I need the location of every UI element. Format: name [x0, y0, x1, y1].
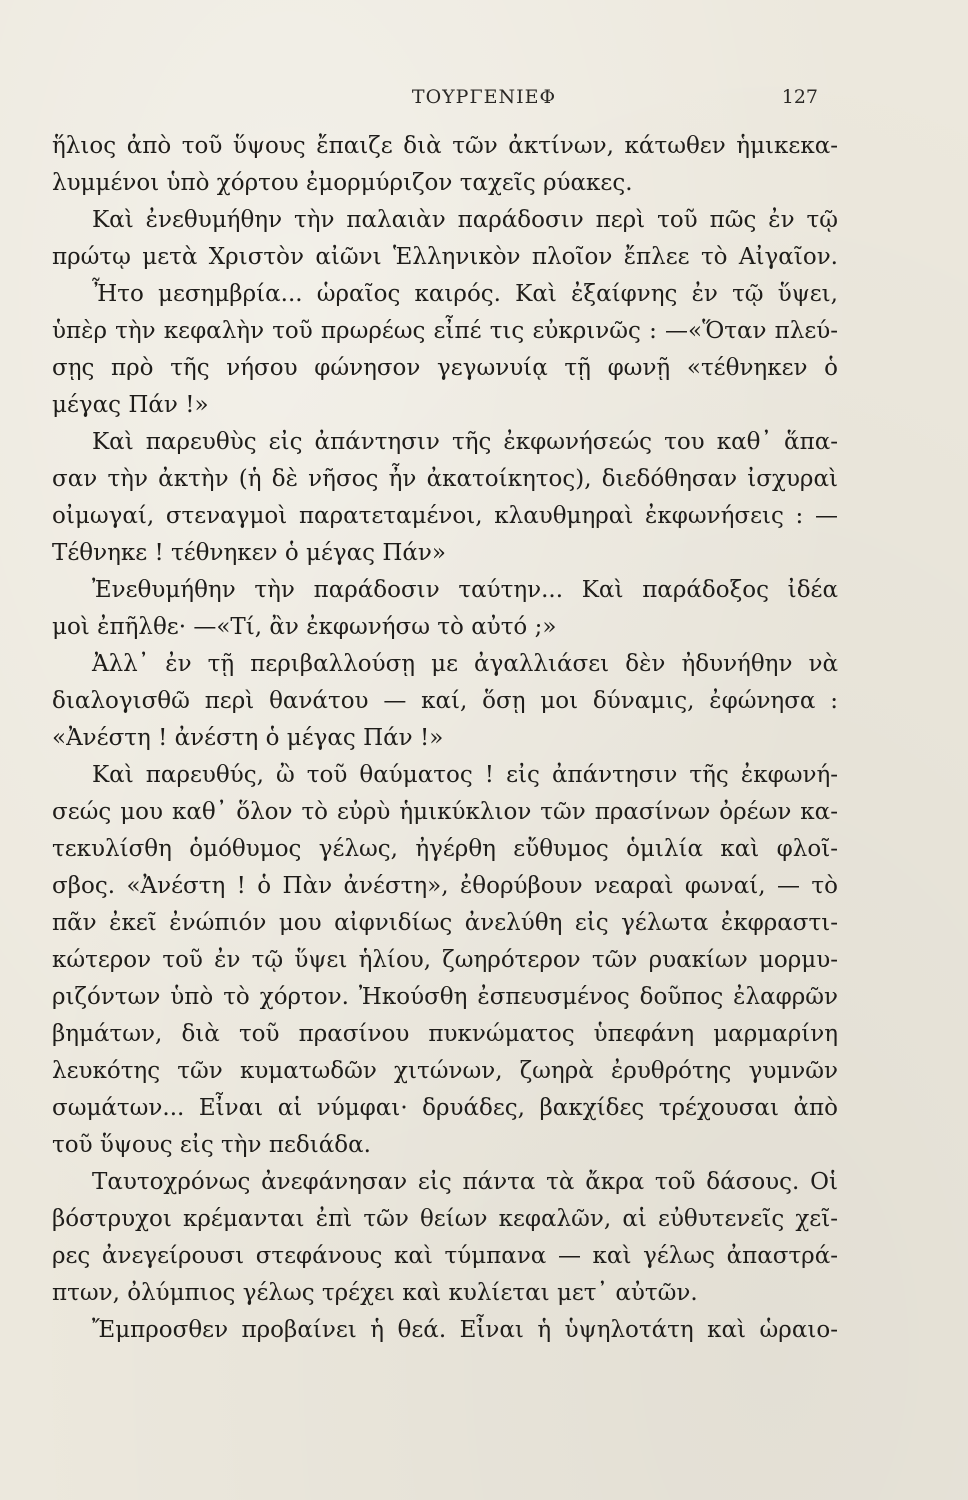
text-line: ριζόντων ὑπὸ τὸ χόρτον. Ἠκούσθη ἐσπευσμένος δοῦπος ἐλαφρῶν [52, 984, 838, 1010]
text-line: Καὶ παρευθὺς εἰς ἀπάντησιν τῆς ἐκφωνήσεώς του καθ᾽ ἅπα- [92, 429, 838, 455]
text-line: μοὶ ἐπῆλθε· —«Τί, ἂν ἐκφωνήσω τὸ αὐτό ;» [52, 614, 557, 640]
text-line: Καὶ παρευθύς, ὢ τοῦ θαύματος ! εἰς ἀπάντησιν τῆς ἐκφωνή- [92, 762, 838, 788]
text-line: Ἦτο μεσημβρία... ὡραῖος καιρός. Καὶ ἐξαίφνης ἐν τῷ ὕψει, [92, 281, 838, 307]
text-line: σαν τὴν ἀκτὴν (ἡ δὲ νῆσος ἦν ἀκατοίκητος), διεδόθησαν ἰσχυραὶ [52, 466, 838, 492]
text-line: τοῦ ὕψους εἰς τὴν πεδιάδα. [52, 1132, 371, 1158]
text-line: βημάτων, διὰ τοῦ πρασίνου πυκνώματος ὑπεφάνη μαρμαρίνη [52, 1021, 838, 1047]
running-title: ΤΟΥΡΓΕΝΙΕΦ [411, 86, 557, 108]
text-line: λευκότης τῶν κυματωδῶν χιτώνων, ζωηρὰ ἐρυθρότης γυμνῶν [52, 1058, 838, 1084]
text-line: ὑπὲρ τὴν κεφαλὴν τοῦ πρωρέως εἶπέ τις εὐκρινῶς : —«Ὅταν πλεύ- [52, 318, 838, 344]
text-line: «Ἀνέστη ! ἀνέστη ὁ μέγας Πάν !» [52, 725, 444, 751]
text-line: σῃς πρὸ τῆς νήσου φώνησον γεγωνυίᾳ τῇ φωνῇ «τέθνηκεν ὁ [52, 355, 838, 381]
text-line: ρες ἀνεγείρουσι στεφάνους καὶ τύμπανα — καὶ γέλως ἀπαστρά- [52, 1243, 838, 1269]
text-line: Ἔμπροσθεν προβαίνει ἡ θεά. Εἶναι ἡ ὑψηλοτάτη καὶ ὡραιο- [92, 1317, 838, 1343]
text-line: πτων, ὀλύμπιος γέλως τρέχει καὶ κυλίεται μετ᾽ αὐτῶν. [52, 1280, 698, 1306]
page-number: 127 [781, 86, 818, 108]
text-line: Ἀλλ᾽ ἐν τῇ περιβαλλούσῃ με ἀγαλλιάσει δὲν ἠδυνήθην νὰ [92, 651, 838, 677]
body-text [52, 128, 838, 1349]
text-line: Ταυτοχρόνως ἀνεφάνησαν εἰς πάντα τὰ ἄκρα τοῦ δάσους. Οἱ [92, 1169, 838, 1195]
text-line: λυμμένοι ὑπὸ χόρτου ἐμορμύριζον ταχεῖς ρύακες. [52, 170, 633, 196]
text-line: βόστρυχοι κρέμανται ἐπὶ τῶν θείων κεφαλῶν, αἱ εὐθυτενεῖς χεῖ- [52, 1206, 838, 1232]
text-line: οἰμωγαί, στεναγμοὶ παρατεταμένοι, κλαυθμηραὶ ἐκφωνήσεις : — [52, 503, 838, 529]
text-line: Τέθνηκε ! τέθνηκεν ὁ μέγας Πάν» [52, 540, 446, 566]
text-line: σεώς μου καθ᾽ ὅλον τὸ εὐρὺ ἡμικύκλιον τῶν πρασίνων ὀρέων κα- [52, 799, 838, 825]
text-line: πρώτῳ μετὰ Χριστὸν αἰῶνι Ἑλληνικὸν πλοῖον ἔπλεε τὸ Αἰγαῖον. [52, 244, 838, 270]
text-line: σωμάτων... Εἶναι αἱ νύμφαι· δρυάδες, βακχίδες τρέχουσαι ἀπὸ [52, 1095, 838, 1121]
text-line: διαλογισθῶ περὶ θανάτου — καί, ὅσῃ μοι δύναμις, ἐφώνησα : [52, 688, 838, 714]
text-line: τεκυλίσθη ὁμόθυμος γέλως, ἠγέρθη εὔθυμος ὁμιλία καὶ φλοῖ- [52, 836, 838, 862]
text-line: σβος. «Ἀνέστη ! ὁ Πὰν ἀνέστη», ἐθορύβουν νεαραὶ φωναί, — τὸ [52, 873, 838, 899]
text-line: μέγας Πάν !» [52, 392, 209, 418]
text-line: ἥλιος ἀπὸ τοῦ ὕψους ἔπαιζε διὰ τῶν ἀκτίνων, κάτωθεν ἡμικεκα- [52, 133, 838, 159]
text-line: Καὶ ἐνεθυμήθην τὴν παλαιὰν παράδοσιν περὶ τοῦ πῶς ἐν τῷ [92, 207, 838, 233]
text-line: κώτερον τοῦ ἐν τῷ ὕψει ἡλίου, ζωηρότερον τῶν ρυακίων μορμυ- [52, 947, 838, 973]
text-line: πᾶν ἐκεῖ ἐνώπιόν μου αἰφνιδίως ἀνελύθη εἰς γέλωτα ἐκφραστι- [52, 910, 838, 936]
text-line: Ἐνεθυμήθην τὴν παράδοσιν ταύτην... Καὶ παράδοξος ἰδέα [92, 577, 838, 603]
